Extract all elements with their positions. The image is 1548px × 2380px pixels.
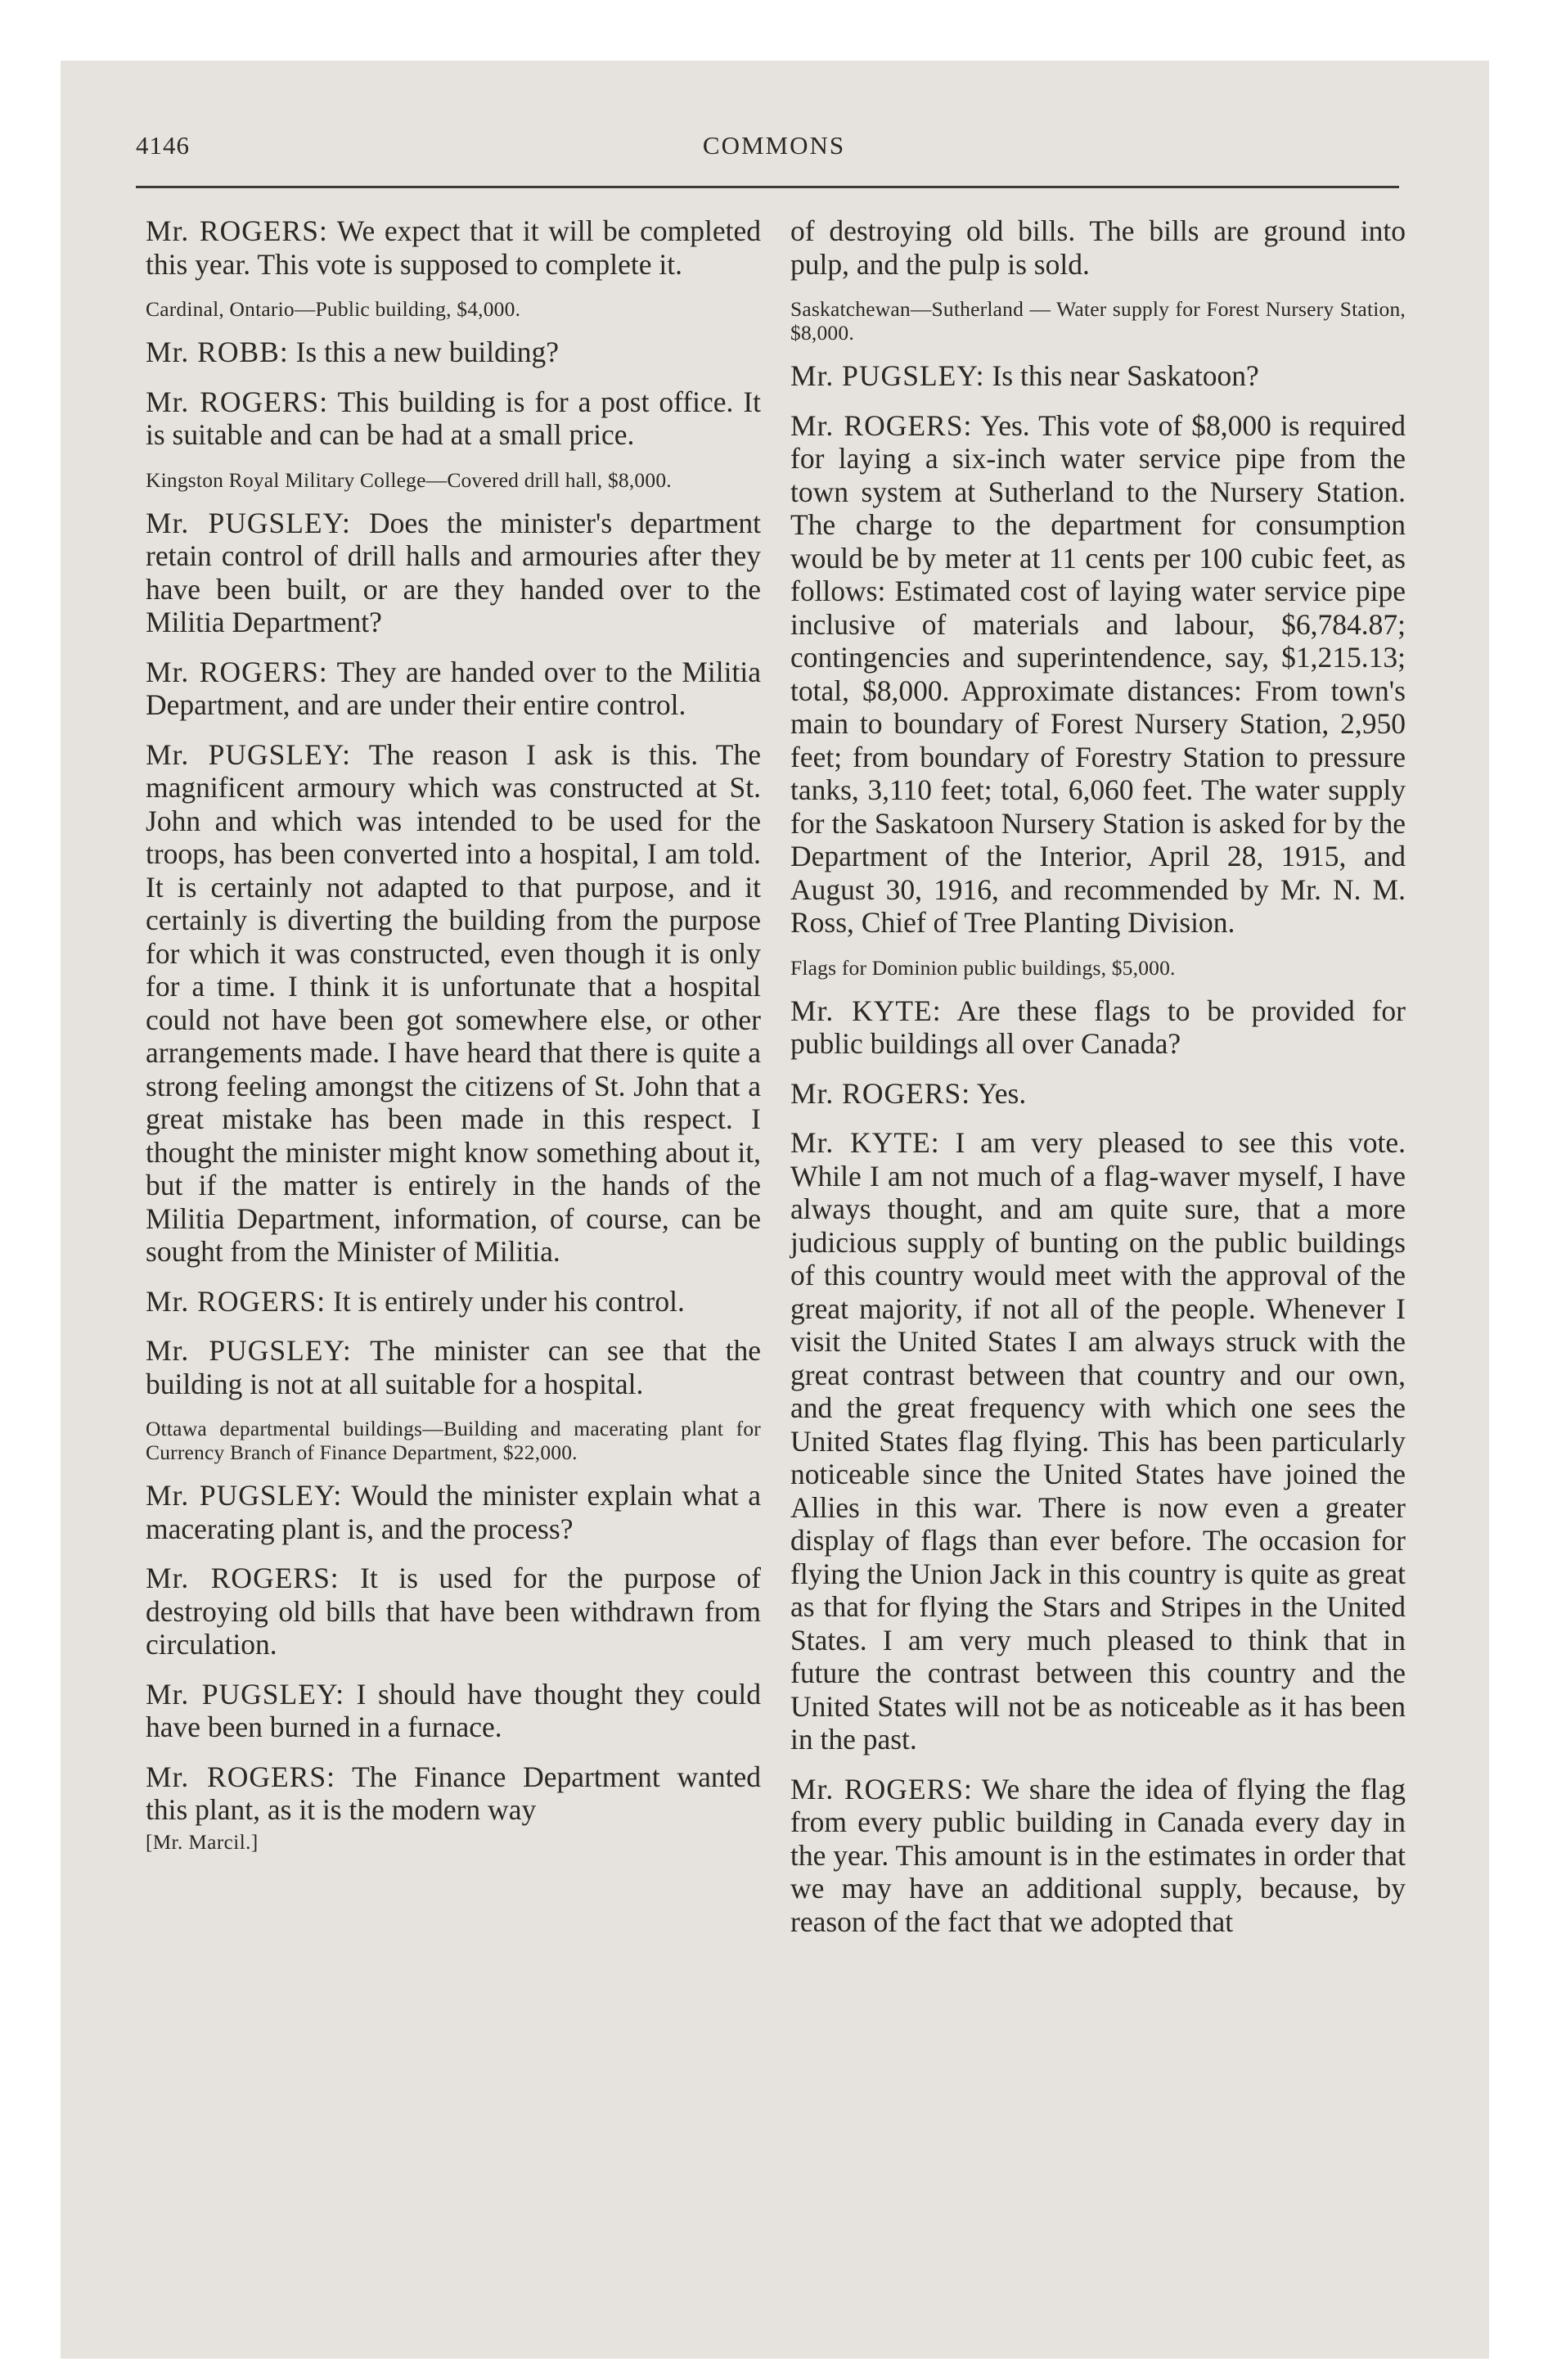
speaker-name: Mr. PUGSLEY:	[146, 1677, 345, 1711]
speech-text: This building is for a post office. It is suitable and can be had at a small price.	[146, 385, 762, 451]
speech-paragraph	[146, 1479, 761, 1545]
header-rule	[136, 186, 1399, 188]
speaker-name: Mr. PUGSLEY:	[146, 506, 351, 539]
speech-text: Would the minister explain what a macerating plant is, and the process?	[146, 1479, 761, 1545]
speaker-name: Mr. PUGSLEY:	[146, 1334, 352, 1367]
speech-paragraph	[146, 1562, 761, 1661]
right-column	[790, 214, 1406, 1954]
speech-text: It is entirely under his control.	[332, 1284, 685, 1318]
speech-paragraph	[790, 994, 1406, 1061]
speech-text: Yes.	[976, 1076, 1027, 1110]
speech-paragraph	[146, 214, 761, 281]
estimate-item: Ottawa departmental buildings—Building and macerating plant for Currency Branch of Finance Department, $22,000.	[146, 1417, 761, 1464]
estimate-item: Saskatchewan—Sutherland — Water supply for Forest Nursery Station, $8,000.	[790, 297, 1406, 345]
speech-paragraph	[146, 1285, 761, 1318]
speaker-name: Mr. PUGSLEY:	[790, 359, 985, 392]
speech-paragraph	[146, 507, 761, 639]
speech-text: We share the idea of flying the flag from every public building in Canada every day in the year. This amount is in the estimates in order that we may have an additional supply, because, by reason of the fact that we adopted that	[790, 1772, 1406, 1938]
speaker-name: Mr. ROGERS:	[146, 1562, 340, 1594]
speech-paragraph	[790, 1126, 1406, 1756]
speech-text: Is this near Saskatoon?	[992, 359, 1259, 392]
speech-text: They are handed over to the Militia Department, and are under their entire control.	[146, 655, 761, 721]
speaker-name: Mr. KYTE:	[790, 1126, 940, 1159]
speaker-name: Mr. PUGSLEY:	[146, 1479, 343, 1512]
speech-text: We expect that it will be completed this year. This vote is supposed to complete it.	[146, 214, 761, 281]
speech-text: Does the minister's department retain control of drill halls and armouries after they have been built, or are they handed over to the Militia Department?	[146, 506, 761, 638]
speaker-name: Mr. ROGERS:	[146, 214, 328, 247]
speech-paragraph	[790, 359, 1406, 393]
speech-paragraph	[146, 1760, 761, 1827]
speech-text: I should have thought they could have been burned in a furnace.	[146, 1677, 761, 1743]
estimate-item: Cardinal, Ontario—Public building, $4,000.	[146, 297, 521, 321]
speech-paragraph	[790, 1773, 1406, 1939]
speaker-name: Mr. ROGERS:	[790, 1076, 971, 1110]
speech-paragraph	[146, 1334, 761, 1400]
speech-paragraph	[146, 656, 761, 722]
left-column	[146, 214, 761, 1855]
speaker-name: Mr. ROGERS:	[790, 408, 973, 442]
speech-paragraph	[146, 1678, 761, 1744]
speaker-name: Mr. PUGSLEY:	[146, 737, 351, 771]
speaker-name: Mr. ROGERS:	[146, 1760, 335, 1793]
speech-paragraph	[146, 385, 761, 452]
speaker-name: Mr. ROGERS:	[146, 385, 329, 418]
estimate-item: Flags for Dominion public buildings, $5,000.	[790, 955, 1176, 980]
speech-text: Is this a new building?	[295, 336, 560, 368]
footnote: [Mr. Marcil.]	[146, 1831, 259, 1854]
running-head: COMMONS	[702, 131, 846, 160]
speaker-name: Mr. ROGERS:	[146, 655, 328, 688]
speaker-name: Mr. ROGERS:	[790, 1772, 973, 1805]
speech-paragraph	[146, 738, 761, 1269]
speech-text: It is used for the purpose of destroying old bills that have been withdrawn from circulation.	[146, 1562, 761, 1661]
speech-paragraph	[146, 336, 761, 369]
speaker-name: Mr. KYTE:	[790, 994, 942, 1027]
page-number: 4146	[136, 131, 190, 160]
speech-paragraph	[790, 1077, 1406, 1111]
speech-text: The Finance Department wanted this plant, as it is the modern way	[146, 1760, 761, 1826]
speech-text: The minister can see that the building is not at all suitable for a hospital.	[146, 1334, 761, 1400]
speech-text: Yes. This vote of $8,000 is required for laying a six-inch water service pipe from the town system at Sutherland to the Nursery Station. The charge to the department for consumption would be by meter at 11 cents per 100 cubic feet, as follows: Estimated cost of laying water service pipe inclusive of materials and labour, $6,784.87; contingencies and superintendence, say, $1,215.13; total, $8,000. Approximate distances: From town's main to boundary of Forest Nursery Station, 2,950 feet; from boundary of Forestry Station to pressure tanks, 3,110 feet; total, 6,060 feet. The water supply for the Saskatoon Nursery Station is asked for by the Department of the Interior, April 28, 1915, and August 30, 1916, and recommended by Mr. N. M. Ross, Chief of Tree Planting Division.	[790, 408, 1406, 939]
estimate-item: Kingston Royal Military College—Covered drill hall, $8,000.	[146, 467, 672, 492]
speech-text: Are these flags to be provided for public buildings all over Canada?	[790, 994, 1406, 1060]
speaker-name: Mr. ROGERS:	[146, 1284, 326, 1318]
speech-text: I am very pleased to see this vote. While I am not much of a flag-waver myself, I have always thought, and am quite sure, that a more judicious supply of bunting on the public buildings of this country would meet with the approval of the great majority, if not all of the people. Whenever I visit the United States I am always struck with the great contrast between that country and our own, and the great frequency with which one sees the United States flag flying. This has been particularly noticeable since the United States have joined the Allies in this war. There is now even a greater display of flags than ever before. The occasion for flying the Union Jack in this country is quite as great as that for flying the Stars and Stripes in the United States. I am very much pleased to think that in future the contrast between this country and the United States will not be as noticeable as it has been in the past.	[790, 1126, 1406, 1756]
speech-text: The reason I ask is this. The magnificent armoury which was constructed at St. John and which was intended to be used for the troops, has been converted into a hospital, I am told. It is certainly not adapted to that purpose, and it certainly is diverting the building from the purpose for which it was constructed, even though it is only for a time. I think it is unfortunate that a hospital could not have been got somewhere else, or other arrangements made. I have heard that there is quite a strong feeling amongst the citizens of St. John that a great mistake has been made in this respect. I thought the minister might know something about it, but if the matter is entirely in the hands of the Militia Department, information, of course, can be sought from the Minister of Militia.	[146, 737, 761, 1268]
speech-paragraph	[790, 409, 1406, 940]
speaker-name: Mr. ROBB:	[146, 336, 289, 368]
continued-paragraph: of destroying old bills. The bills are ground into pulp, and the pulp is sold.	[790, 214, 1406, 281]
